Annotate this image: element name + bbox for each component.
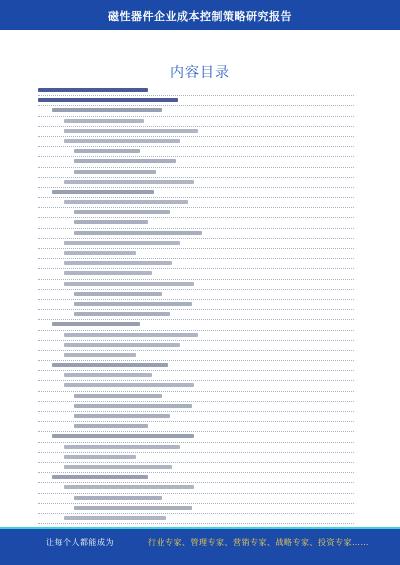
- page-footer: [0, 527, 400, 565]
- toc-entry[interactable]: [38, 198, 354, 208]
- toc-entry-label: [64, 271, 152, 275]
- toc-entry-label: [38, 98, 178, 102]
- toc-entry-label: [64, 485, 194, 489]
- toc-entry-label: [64, 200, 188, 204]
- toc-entry[interactable]: [38, 239, 354, 249]
- toc-entry-label: [64, 353, 136, 357]
- toc-entry[interactable]: [38, 351, 354, 361]
- toc-entry[interactable]: [38, 188, 354, 198]
- toc-entry-label: [52, 108, 162, 112]
- toc-entry[interactable]: [38, 178, 354, 188]
- toc-entry-label: [64, 119, 144, 123]
- toc-entry[interactable]: [38, 229, 354, 239]
- toc-entry[interactable]: [38, 494, 354, 504]
- toc-entry-label: [64, 455, 136, 459]
- toc-entry-label: [74, 292, 162, 296]
- toc-entry-label: [52, 475, 148, 479]
- toc-entry[interactable]: [38, 381, 354, 391]
- footer-slogan: 让每个人都能成为: [46, 538, 114, 547]
- toc-entry[interactable]: [38, 463, 354, 473]
- toc-entry[interactable]: [38, 290, 354, 300]
- toc-entry-label: [64, 465, 172, 469]
- toc-entry-label: [64, 261, 172, 265]
- toc-entry-label: [74, 231, 202, 235]
- toc-entry[interactable]: [38, 147, 354, 157]
- toc-entry-label: [64, 180, 194, 184]
- toc-entry-label: [52, 190, 154, 194]
- toc-entry[interactable]: [38, 371, 354, 381]
- toc-entry-label: [64, 373, 152, 377]
- toc-entry[interactable]: [38, 310, 354, 320]
- toc-entry[interactable]: [38, 269, 354, 279]
- toc-entry-label: [74, 220, 148, 224]
- toc-entry-label: [74, 170, 156, 174]
- toc-entry[interactable]: [38, 331, 354, 341]
- toc-entry[interactable]: [38, 402, 354, 412]
- toc-entry[interactable]: [38, 86, 354, 96]
- toc-entry[interactable]: [38, 259, 354, 269]
- toc-entry-label: [74, 506, 192, 510]
- toc-entry-label: [38, 88, 148, 92]
- toc-entry-label: [64, 516, 166, 520]
- toc-entry[interactable]: [38, 168, 354, 178]
- toc-entry[interactable]: [38, 249, 354, 259]
- toc-entry[interactable]: [38, 137, 354, 147]
- toc-entry-label: [74, 210, 170, 214]
- toc-heading: 内容目录: [170, 65, 230, 81]
- toc-entry-label: [52, 434, 194, 438]
- toc-entry-label: [74, 394, 162, 398]
- toc-entry[interactable]: [38, 483, 354, 493]
- footer-expert-list: 行业专家、管理专家、营销专家、战略专家、投资专家……: [148, 538, 369, 547]
- toc-entry[interactable]: [38, 443, 354, 453]
- toc-entry-label: [64, 333, 198, 337]
- toc-entry-label: [74, 312, 170, 316]
- toc-entry-label: [74, 404, 192, 408]
- toc-entry[interactable]: [38, 320, 354, 330]
- report-title: 磁性器件企业成本控制策略研究报告: [108, 10, 292, 23]
- toc-entry-label: [64, 383, 194, 387]
- toc-entry-label: [64, 251, 136, 255]
- toc-entry[interactable]: [38, 157, 354, 167]
- footer-accent-line: [0, 527, 400, 529]
- toc-entry-label: [64, 343, 180, 347]
- toc-entry-label: [74, 302, 192, 306]
- toc-entry[interactable]: [38, 422, 354, 432]
- toc-entry-label: [74, 159, 176, 163]
- toc-entry-label: [64, 129, 198, 133]
- toc-entry[interactable]: [38, 208, 354, 218]
- toc-entry-label: [64, 139, 180, 143]
- toc-entry-label: [74, 414, 170, 418]
- toc-entry[interactable]: [38, 127, 354, 137]
- toc-entry[interactable]: [38, 280, 354, 290]
- toc-entry-label: [64, 282, 194, 286]
- toc-entry-label: [74, 424, 148, 428]
- table-of-contents: [38, 86, 354, 524]
- toc-entry[interactable]: [38, 341, 354, 351]
- toc-entry[interactable]: [38, 432, 354, 442]
- toc-entry[interactable]: [38, 106, 354, 116]
- toc-entry[interactable]: [38, 218, 354, 228]
- toc-entry[interactable]: [38, 453, 354, 463]
- toc-entry-label: [64, 445, 180, 449]
- toc-entry[interactable]: [38, 412, 354, 422]
- toc-entry-label: [74, 496, 162, 500]
- toc-entry[interactable]: [38, 473, 354, 483]
- toc-entry[interactable]: [38, 504, 354, 514]
- toc-entry[interactable]: [38, 361, 354, 371]
- page-header: [0, 0, 400, 30]
- toc-entry-label: [74, 149, 140, 153]
- toc-entry-label: [52, 363, 168, 367]
- toc-entry[interactable]: [38, 300, 354, 310]
- toc-entry-label: [64, 241, 180, 245]
- toc-entry[interactable]: [38, 117, 354, 127]
- toc-entry[interactable]: [38, 392, 354, 402]
- toc-entry-label: [52, 322, 140, 326]
- toc-entry[interactable]: [38, 96, 354, 106]
- toc-entry[interactable]: [38, 514, 354, 524]
